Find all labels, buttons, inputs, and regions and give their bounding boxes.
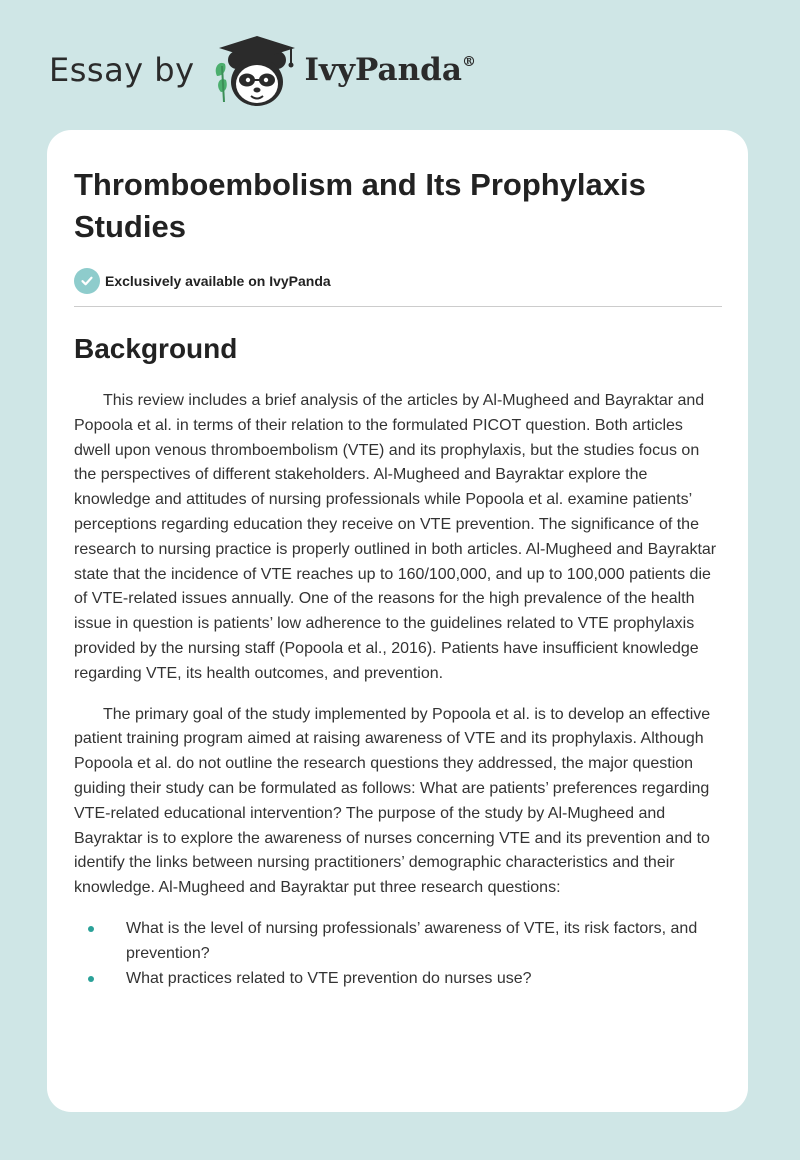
article-card [47, 130, 748, 1112]
list-item [74, 917, 722, 967]
brand-name: IvyPanda® [304, 52, 476, 88]
site-logo[interactable] [49, 30, 476, 110]
check-circle-icon [74, 268, 100, 294]
bullet-dot-icon [88, 926, 94, 932]
panda-graduate-icon [211, 30, 299, 110]
paragraph: The primary goal of the study implemented by Popoola et al. is to develop an effective patient training program aimed at raising awareness of VTE and its prophylaxis. Although Popoola et al. do not outline the research questions they addressed, the major question guiding their study can be formulated as follows: What are patients’ preferences regarding VTE-related educational intervention? The purpose of the study by Al-Mugheed and Bayraktar is to explore the awareness of nurses concerning VTE and its prevention and to identify the links between nursing practitioners’ demographic characteristics and their knowledge. Al-Mugheed and Bayraktar put three research questions: [74, 705, 711, 897]
article-title: Thromboembolism and Its Prophylaxis Studies [74, 167, 646, 244]
paragraph: This review includes a brief analysis of the articles by Al-Mugheed and Bayraktar and Popoola et al. in terms of their relation to the formulated PICOT question. Both articles dwell upon venous thromboembolism (VTE) and its prophylaxis, but the studies focus on the perspectives of different stakeholders. Al-Mugheed and Bayraktar explore the knowledge and attitudes of nursing professionals while Popoola et al. examine patients’ perceptions regarding education they receive on VTE prevention. The significance of the research to nursing practice is properly outlined in both articles. Al-Mugheed and Bayraktar state that the incidence of VTE reaches up to 160/100,000, and up to 100,000 patients die of VTE-related issues annually. One of the reasons for the high prevalence of the health issue in question is patients’ low adherence to the guidelines related to VTE prophylaxis provided by the nursing staff (Popoola et al., 2016). Patients have insufficient knowledge regarding VTE, its health outcomes, and prevention. [74, 392, 717, 682]
list-item-text: What practices related to VTE prevention do nurses use? [126, 969, 532, 987]
research-questions-list [74, 917, 722, 991]
list-item [74, 967, 722, 992]
brand-prefix: Essay by [49, 51, 195, 89]
divider [74, 306, 722, 307]
exclusive-badge [74, 267, 722, 295]
exclusive-text: Exclusively available on IvyPanda [105, 273, 331, 289]
bullet-dot-icon [88, 976, 94, 982]
list-item-text: What is the level of nursing professionals’ awareness of VTE, its risk factors, and prevention? [126, 919, 698, 962]
section-heading: Background [74, 333, 238, 364]
